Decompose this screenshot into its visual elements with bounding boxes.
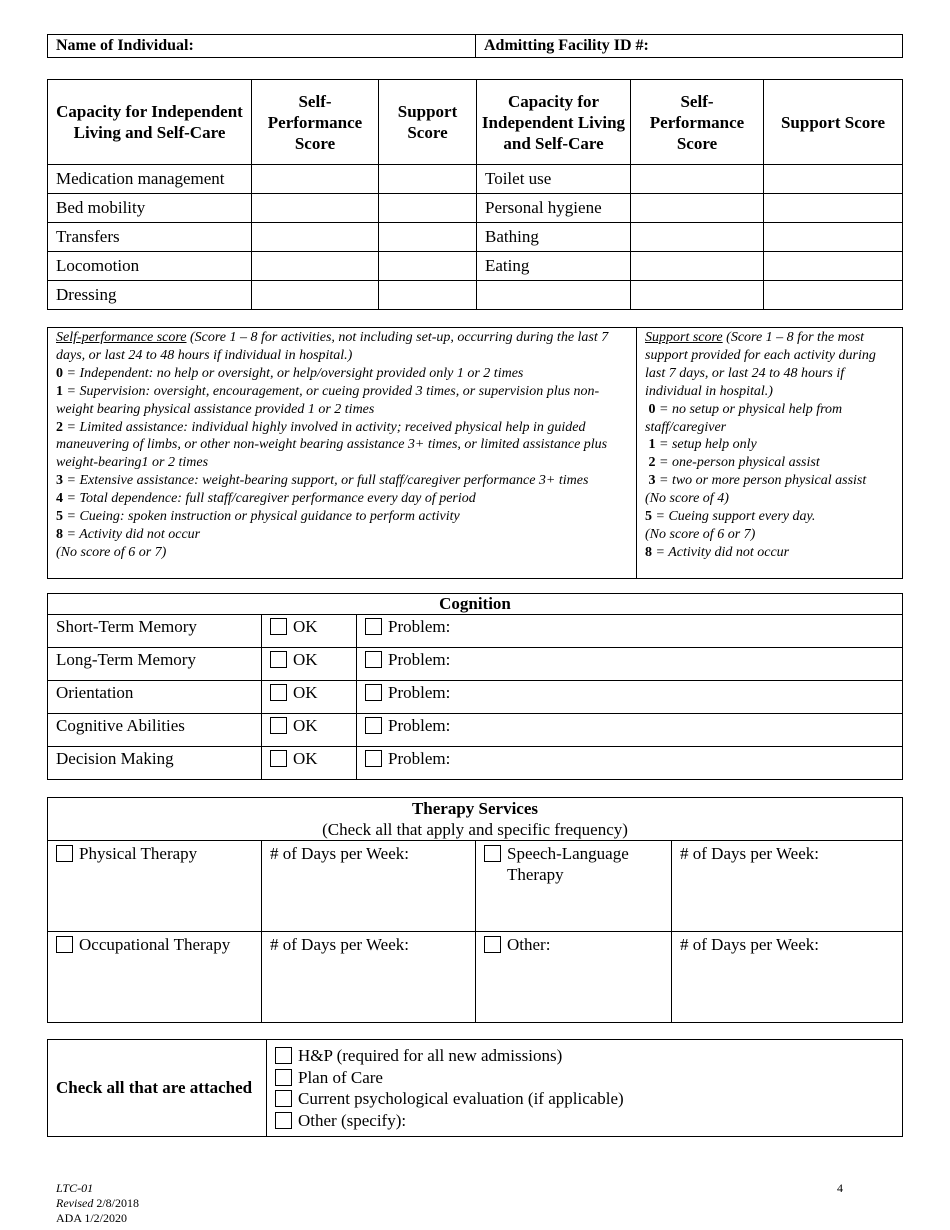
activity-label: Dressing <box>48 281 252 310</box>
other-therapy-checkbox[interactable] <box>484 936 501 953</box>
legend-item: 8 = Activity did not occur <box>56 526 201 542</box>
cognition-title: Cognition <box>48 594 903 615</box>
ok-option[interactable]: OK <box>262 615 357 648</box>
plan-of-care-checkbox[interactable] <box>275 1069 292 1086</box>
attachment-option[interactable]: H&P (required for all new admissions) <box>275 1045 894 1067</box>
occupational-therapy-checkbox[interactable] <box>56 936 73 953</box>
therapy-option[interactable]: Occupational Therapy <box>48 932 262 1023</box>
support-score-cell[interactable] <box>379 281 477 310</box>
activity-label: Locomotion <box>48 252 252 281</box>
table-row <box>48 194 903 223</box>
support-score-cell[interactable] <box>764 194 903 223</box>
ada-line: ADA 1/2/2020 <box>56 1211 128 1225</box>
problem-checkbox[interactable] <box>365 618 382 635</box>
legend-item: 5 = Cueing support every day. <box>645 509 816 525</box>
legend-item: 5 = Cueing: spoken instruction or physical guidance to perform activity <box>56 509 460 525</box>
table-row <box>48 841 903 932</box>
attachment-option[interactable]: Other (specify): <box>275 1110 894 1132</box>
cognition-label: Short-Term Memory <box>48 615 262 648</box>
support-score-cell[interactable] <box>379 165 477 194</box>
ok-checkbox[interactable] <box>270 750 287 767</box>
adl-header-self-left: Self-Performance Score <box>252 80 379 165</box>
self-performance-intro: (Score 1 – 8 for activities, not including set-up, occurring during the last 7 days, or last 24 to 48 hours if individual in hospital.) <box>56 330 609 363</box>
cognition-label: Long-Term Memory <box>48 648 262 681</box>
therapy-subtitle: (Check all that apply and specific frequency) <box>322 820 628 839</box>
support-intro: (Score 1 – 8 for the most support provided for each activity during last 7 days, or last 24 to 48 hours if individual in hospital.) <box>645 330 876 399</box>
legend-note: (No score of 6 or 7) <box>645 526 756 542</box>
cognition-label: Orientation <box>48 681 262 714</box>
legend-item: 3 = Extensive assistance: weight-bearing support, or full staff/caregiver performance 3+ times <box>56 473 589 489</box>
table-row <box>48 648 903 681</box>
name-of-individual-field[interactable] <box>48 35 476 58</box>
cognition-label: Decision Making <box>48 747 262 780</box>
table-row <box>48 615 903 648</box>
problem-option[interactable]: Problem: <box>357 648 903 681</box>
page-number: 4 <box>837 1181 843 1195</box>
activity-label: Toilet use <box>477 165 631 194</box>
adl-header-capacity-right: Capacity for Independent Living and Self-Care <box>477 80 631 165</box>
hp-checkbox[interactable] <box>275 1047 292 1064</box>
table-row <box>48 252 903 281</box>
support-score-cell[interactable] <box>379 252 477 281</box>
support-score-cell[interactable] <box>764 252 903 281</box>
support-score-cell[interactable] <box>764 165 903 194</box>
legend-note: (No score of 6 or 7) <box>56 544 167 560</box>
table-row <box>48 223 903 252</box>
problem-option[interactable]: Problem: <box>357 714 903 747</box>
self-score-cell[interactable] <box>252 281 379 310</box>
support-title: Support score <box>645 330 723 345</box>
problem-option[interactable]: Problem: <box>357 681 903 714</box>
adl-header-support-right: Support Score <box>764 80 903 165</box>
days-per-week-field[interactable]: # of Days per Week: <box>672 841 903 932</box>
ok-checkbox[interactable] <box>270 618 287 635</box>
activity-label: Transfers <box>48 223 252 252</box>
self-performance-title: Self-performance score <box>56 330 187 345</box>
ok-option[interactable]: OK <box>262 681 357 714</box>
table-row <box>48 932 903 1023</box>
table-row <box>48 714 903 747</box>
table-row <box>48 281 903 310</box>
activity-label: Eating <box>477 252 631 281</box>
cognition-table <box>47 593 903 780</box>
attachments-table <box>47 1039 903 1137</box>
legend-item: 3 = two or more person physical assist <box>648 473 867 489</box>
ok-option[interactable]: OK <box>262 714 357 747</box>
legend-item: 0 = Independent: no help or oversight, or help/oversight provided only 1 or 2 times <box>56 365 524 381</box>
adl-header-self-right: Self-Performance Score <box>631 80 764 165</box>
speech-therapy-checkbox[interactable] <box>484 845 501 862</box>
facility-id-field[interactable] <box>476 35 903 58</box>
self-score-cell[interactable] <box>631 252 764 281</box>
footer <box>56 1181 139 1226</box>
legend-item: 1 = Supervision: oversight, encouragement, or cueing provided 3 times, or supervision plus non-weight bearing physical assistance provided 1 or 2 times <box>56 383 600 417</box>
legend-note: (No score of 4) <box>645 491 729 507</box>
activity-label: Bed mobility <box>48 194 252 223</box>
therapy-option[interactable]: Physical Therapy <box>48 841 262 932</box>
self-score-cell[interactable] <box>631 281 764 310</box>
problem-option[interactable]: Problem: <box>357 615 903 648</box>
therapy-option[interactable]: Speech-Language Therapy <box>476 841 672 932</box>
support-score-cell[interactable] <box>379 194 477 223</box>
therapy-title: Therapy Services <box>411 799 539 818</box>
legend-item: 1 = setup help only <box>648 437 757 453</box>
therapy-header <box>48 798 903 841</box>
self-score-cell[interactable] <box>252 223 379 252</box>
therapy-table <box>47 797 903 1023</box>
legend-item: 8 = Activity did not occur <box>645 544 790 560</box>
activity-label <box>477 281 631 310</box>
attachments-list <box>267 1040 903 1137</box>
adl-header-support-left: Support Score <box>379 80 477 165</box>
adl-table <box>47 79 903 310</box>
support-score-cell[interactable] <box>764 281 903 310</box>
ok-checkbox[interactable] <box>270 717 287 734</box>
revised-line: Revised 2/8/2018 <box>56 1196 139 1210</box>
problem-checkbox[interactable] <box>365 651 382 668</box>
attachment-option[interactable]: Plan of Care <box>275 1067 894 1089</box>
attachments-label: Check all that are attached <box>48 1040 267 1137</box>
table-row <box>48 681 903 714</box>
physical-therapy-checkbox[interactable] <box>56 845 73 862</box>
problem-option[interactable]: Problem: <box>357 747 903 780</box>
support-score-cell[interactable] <box>379 223 477 252</box>
activity-label: Medication management <box>48 165 252 194</box>
problem-checkbox[interactable] <box>365 717 382 734</box>
days-per-week-field[interactable]: # of Days per Week: <box>262 932 476 1023</box>
self-score-cell[interactable] <box>631 194 764 223</box>
problem-checkbox[interactable] <box>365 750 382 767</box>
attachment-option[interactable]: Current psychological evaluation (if applicable) <box>275 1088 894 1110</box>
cognition-label: Cognitive Abilities <box>48 714 262 747</box>
adl-header-capacity-left: Capacity for Independent Living and Self-Care <box>48 80 252 165</box>
name-label: Name of Individual: <box>56 37 194 54</box>
self-score-cell[interactable] <box>631 223 764 252</box>
days-per-week-field[interactable]: # of Days per Week: <box>672 932 903 1023</box>
self-score-cell[interactable] <box>252 165 379 194</box>
header-table <box>47 34 903 58</box>
ok-checkbox[interactable] <box>270 651 287 668</box>
days-per-week-field[interactable]: # of Days per Week: <box>262 841 476 932</box>
therapy-option[interactable]: Other: <box>476 932 672 1023</box>
ok-option[interactable]: OK <box>262 747 357 780</box>
legend-item: 0 = no setup or physical help from staff/caregiver <box>645 401 843 435</box>
self-performance-legend <box>48 328 637 579</box>
psych-eval-checkbox[interactable] <box>275 1090 292 1107</box>
ok-option[interactable]: OK <box>262 648 357 681</box>
support-legend <box>637 328 903 579</box>
legend-item: 2 = Limited assistance: individual highly involved in activity; received physical help in guided maneuvering of limbs, or other non-weight bearing assistance 3+ times, or limited assistance plus weight-bearing1 or 2 times <box>56 419 608 471</box>
other-attachment-checkbox[interactable] <box>275 1112 292 1129</box>
activity-label: Bathing <box>477 223 631 252</box>
score-legend <box>47 327 903 579</box>
self-score-cell[interactable] <box>252 252 379 281</box>
problem-checkbox[interactable] <box>365 684 382 701</box>
self-score-cell[interactable] <box>252 194 379 223</box>
facility-id-label: Admitting Facility ID #: <box>484 37 649 54</box>
support-score-cell[interactable] <box>764 223 903 252</box>
form-id: LTC-01 <box>56 1181 94 1195</box>
legend-item: 2 = one-person physical assist <box>648 455 820 471</box>
self-score-cell[interactable] <box>631 165 764 194</box>
legend-item: 4 = Total dependence: full staff/caregiver performance every day of period <box>56 491 476 507</box>
activity-label: Personal hygiene <box>477 194 631 223</box>
table-row <box>48 165 903 194</box>
ok-checkbox[interactable] <box>270 684 287 701</box>
table-row <box>48 747 903 780</box>
